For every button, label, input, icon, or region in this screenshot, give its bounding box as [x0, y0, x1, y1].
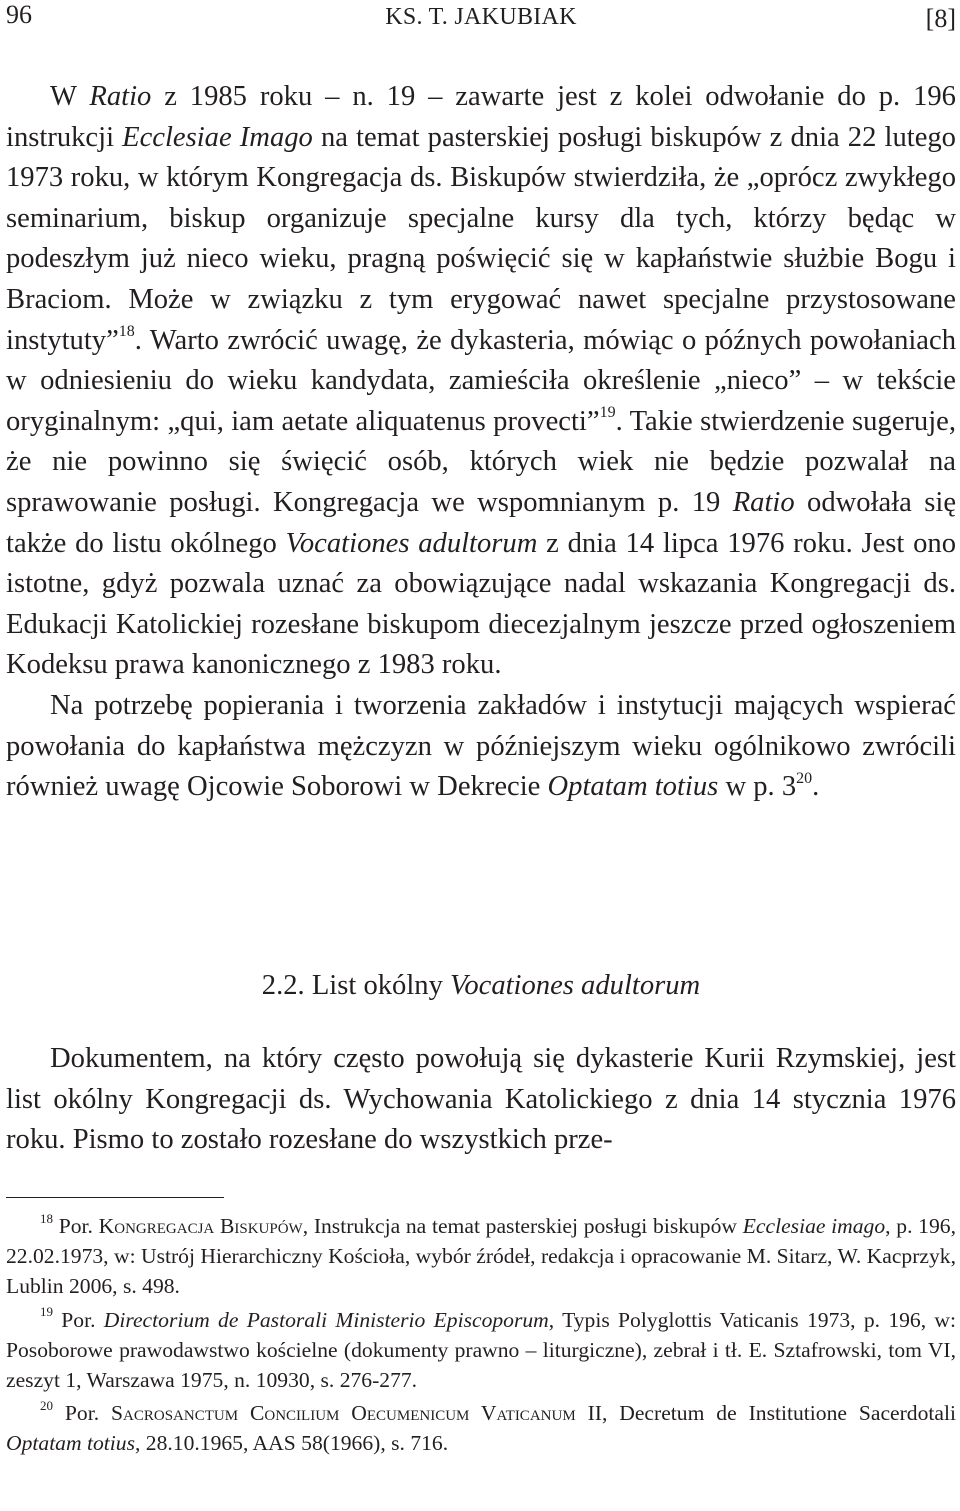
main-text-continued [6, 1039, 956, 1161]
paragraph-ratio: W Ratio z 1985 roku – n. 19 – zawarte jest z kolei odwołanie do p. 196 instrukcji Ecclesiae Imago na temat pasterskiej posługi biskupów z dnia 22 lutego 1973 roku, w którym Kongregacja ds. Biskupów stwierdziła, że „oprócz zwykłego seminarium, biskup organizuje specjalne kursy dla tych, którzy będąc w podeszłym już nieco wieku, pragną poświęcić się w kapłaństwie służbie Bogu i Braciom. Może w związku z tym erygować nawet specjalne przystosowane instytuty”$^{18}$. Warto zwrócić uwagę, że dykasteria, mówiąc o późnych powołaniach w odniesieniu do wieku kandydata, zamieściła określenie „nieco” – w tekście oryginalnym: „qui, iam aetate aliquatenus provecti”$^{19}$. Takie stwierdzenie sugeruje, że nie powinno się święcić osób, których wiek nie będzie pozwalał na sprawowanie posługi. Kongregacja we wspomnianym p. 19 Ratio odwołała się także do listu okólnego Vocationes adultorum z dnia 14 lipca 1976 roku. Jest ono istotne, gdyż pozwala uznać za obowiązujące nadal wskazania Kongregacji ds. Edukacji Katolickiej rozesłane biskupom diecezjalnym jeszcze przed ogłoszeniem Kodeksu prawa kanonicznego z 1983 roku. [6, 81, 957, 681]
footnote-ref-18: 18 [118, 323, 135, 341]
footnote-18: $^{18}$ Por. Kongregacja Biskupów, Instrukcja na temat pasterskiej posługi biskupów Ecclesiae imago, p. 196, 22.02.1973, w: Ustrój Hierarchiczny Kościoła, wybór źródeł, redakcja i opracowanie M. Sitarz, W. Kacprzyk, Lublin 2006, s. 498. [6, 1210, 956, 1299]
footnote-20: $^{20}$ Por. Sacrosanctum Concilium Oecumenicum Vaticanum II, Decretum de Institutione Sacerdotali Optatam totius, 28.10.1965, AAS 58(1966), s. 716. [6, 1398, 956, 1456]
running-header [6, 0, 956, 34]
running-title: KS. T. JAKUBIAK [385, 4, 577, 30]
page-number: 96 [6, 0, 32, 29]
paragraph-vocationes: Dokumentem, na który często powołują się dykasterie Kurii Rzymskiej, jest list okólny Kongregacji ds. Wychowania Katolickiego z dnia 14 stycznia 1976 roku. Pismo to zostało rozesłane do wszystkich prze- [6, 1043, 956, 1156]
footnote-separator [6, 1197, 224, 1198]
footnote-ref-19: 19 [599, 404, 616, 422]
section-heading: 2.2. List okólny Vocationes adultorum [261, 970, 701, 1001]
footnote-19: $^{19}$ Por. Directorium de Pastorali Ministerio Episcoporum, Typis Polyglottis Vaticanis 1973, p. 196, w: Posoborowe prawodawstwo kościelne (dokumenty prawno – liturgiczne), zebrał i tł. E. Sztafrowski, tom VI, zeszyt 1, Warszawa 1975, n. 10930, s. 276-277. [6, 1304, 956, 1393]
paragraph-optatam: Na potrzebę popierania i tworzenia zakładów i instytucji mających wspierać powołania do kapłaństwa mężczyzn w późniejszym wieku ogólnikowo zwrócili również uwagę Ojcowie Soborowi w Dekrecie Optatam totius w p. $3^{20}$. [6, 689, 956, 803]
footnotes [6, 1211, 956, 1462]
section-number: [8] [925, 4, 956, 33]
main-text [6, 77, 956, 808]
footnote-ref-20: 20 [796, 769, 813, 787]
